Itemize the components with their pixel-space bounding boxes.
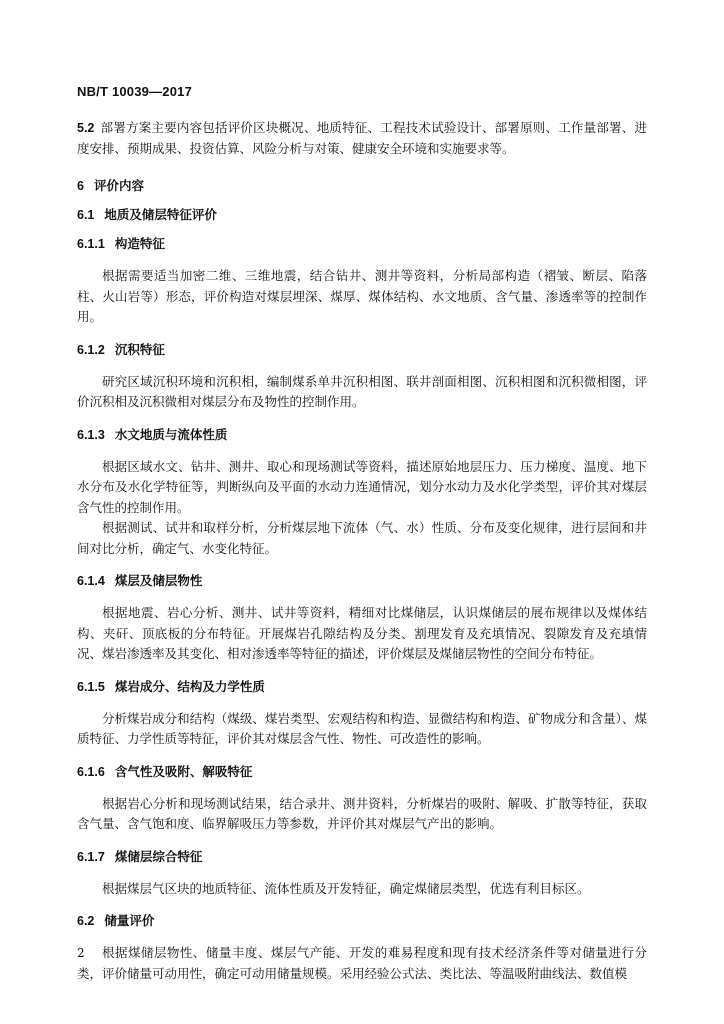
section-6-1-1-heading <box>77 234 647 254</box>
heading-title: 煤岩成分、结构及力学性质 <box>114 679 265 694</box>
heading-title: 评价内容 <box>93 179 144 193</box>
section-6-1-5-heading <box>77 677 647 697</box>
paragraph: 根据地震、岩心分析、测井、试井等资料，精细对比煤储层，认识煤储层的展布规律以及煤体结构、夹矸、顶底板的分布特征。开展煤岩孔隙结构及分类、割理发育及充填情况、裂隙发育及充填情况、煤岩渗透率及其变化、相对渗透率等特征的描述，评价煤层及煤储层物性的空间分布特征。 <box>77 605 647 661</box>
heading-title: 构造特征 <box>114 237 165 251</box>
heading-number: 6 <box>77 179 84 193</box>
section-6-1-6-heading <box>77 762 647 782</box>
paragraph: 根据测试、试井和取样分析，分析煤层地下流体（气、水）性质、分布及变化规律，进行层间和井间对比分析，确定气、水变化特征。 <box>77 520 647 556</box>
heading-number: 6.1.5 <box>77 679 105 694</box>
section-6-1-heading <box>77 205 647 225</box>
section-6-1-4-heading <box>77 571 647 591</box>
paragraph: 分析煤岩成分和结构（煤级、煤岩类型、宏观结构和构造、显微结构和构造、矿物成分和含量）、煤质特征、力学性质等特征，评价其对煤层含气性、物性、可改造性的影响。 <box>77 710 647 746</box>
paragraph: 根据需要适当加密二维、三维地震，结合钻井、测井等资料，分析局部构造（褶皱、断层、陷落柱、火山岩等）形态，评价构造对煤层埋深、煤厚、煤体结构、水文地质、含气量、渗透率等的控制作用。 <box>77 268 647 324</box>
paragraph: 根据煤层气区块的地质特征、流体性质及开发特征，确定煤储层类型，优选有利目标区。 <box>102 880 590 896</box>
heading-title: 地质及储层特征评价 <box>104 208 217 222</box>
clause-5-2 <box>77 118 647 159</box>
heading-number: 6.1.2 <box>77 342 105 357</box>
standard-code-header: NB/T 10039—2017 <box>77 84 193 99</box>
heading-number: 6.1.7 <box>77 849 105 864</box>
paragraph: 根据岩心分析和现场测试结果，结合录井、测井资料，分析煤岩的吸附、解吸、扩散等特征，获取含气量、含气饱和度、临界解吸压力等参数，并评价其对煤层气产出的影响。 <box>77 795 647 831</box>
heading-number: 6.1.6 <box>77 764 105 779</box>
document-body <box>77 118 647 984</box>
heading-title: 水文地质与流体性质 <box>114 427 228 442</box>
section-6-1-7-heading <box>77 847 647 867</box>
section-6-1-2-heading <box>77 340 647 360</box>
heading-number: 6.1.4 <box>77 574 105 588</box>
heading-number: 6.1.3 <box>77 427 105 442</box>
page-number: 2 <box>77 946 85 960</box>
heading-number: 6.2 <box>77 914 95 928</box>
heading-title: 煤层及储层物性 <box>114 574 203 588</box>
clause-text: 部署方案主要内容包括评价区块概况、地质特征、工程技术试验设计、部署原则、工作量部署、进度安排、预期成果、投资估算、风险分析与对策、健康安全环境和实施要求等。 <box>77 120 647 156</box>
section-6-2-heading <box>77 911 647 931</box>
paragraph: 研究区域沉积环境和沉积相，编制煤系单井沉积相图、联井剖面相图、沉积相图和沉积微相图，评价沉积相及沉积微相对煤层分布及物性的控制作用。 <box>77 373 647 409</box>
heading-title: 沉积特征 <box>114 342 165 357</box>
section-6-1-3-heading <box>77 425 647 445</box>
clause-number: 5.2 <box>77 121 95 135</box>
heading-number: 6.1 <box>77 208 95 222</box>
heading-title: 储量评价 <box>104 914 155 928</box>
heading-number: 6.1.1 <box>77 237 105 251</box>
heading-title: 含气性及吸附、解吸特征 <box>114 764 253 779</box>
section-6-heading <box>77 176 647 196</box>
paragraph: 根据煤储层物性、储量丰度、煤层气产能、开发的难易程度和现有技术经济条件等对储量进行分类，评价储量可动用性，确定可动用储量规模。采用经验公式法、类比法、等温吸附曲线法、数值模 <box>77 945 647 981</box>
heading-title: 煤储层综合特征 <box>114 849 203 864</box>
paragraph: 根据区域水文、钻井、测井、取心和现场测试等资料，描述原始地层压力、压力梯度、温度、地下水分布及水化学特征等，判断纵向及平面的水动力连通情况，划分水动力及水化学类型，评价其对煤层含气性的控制作用。 <box>77 458 647 515</box>
